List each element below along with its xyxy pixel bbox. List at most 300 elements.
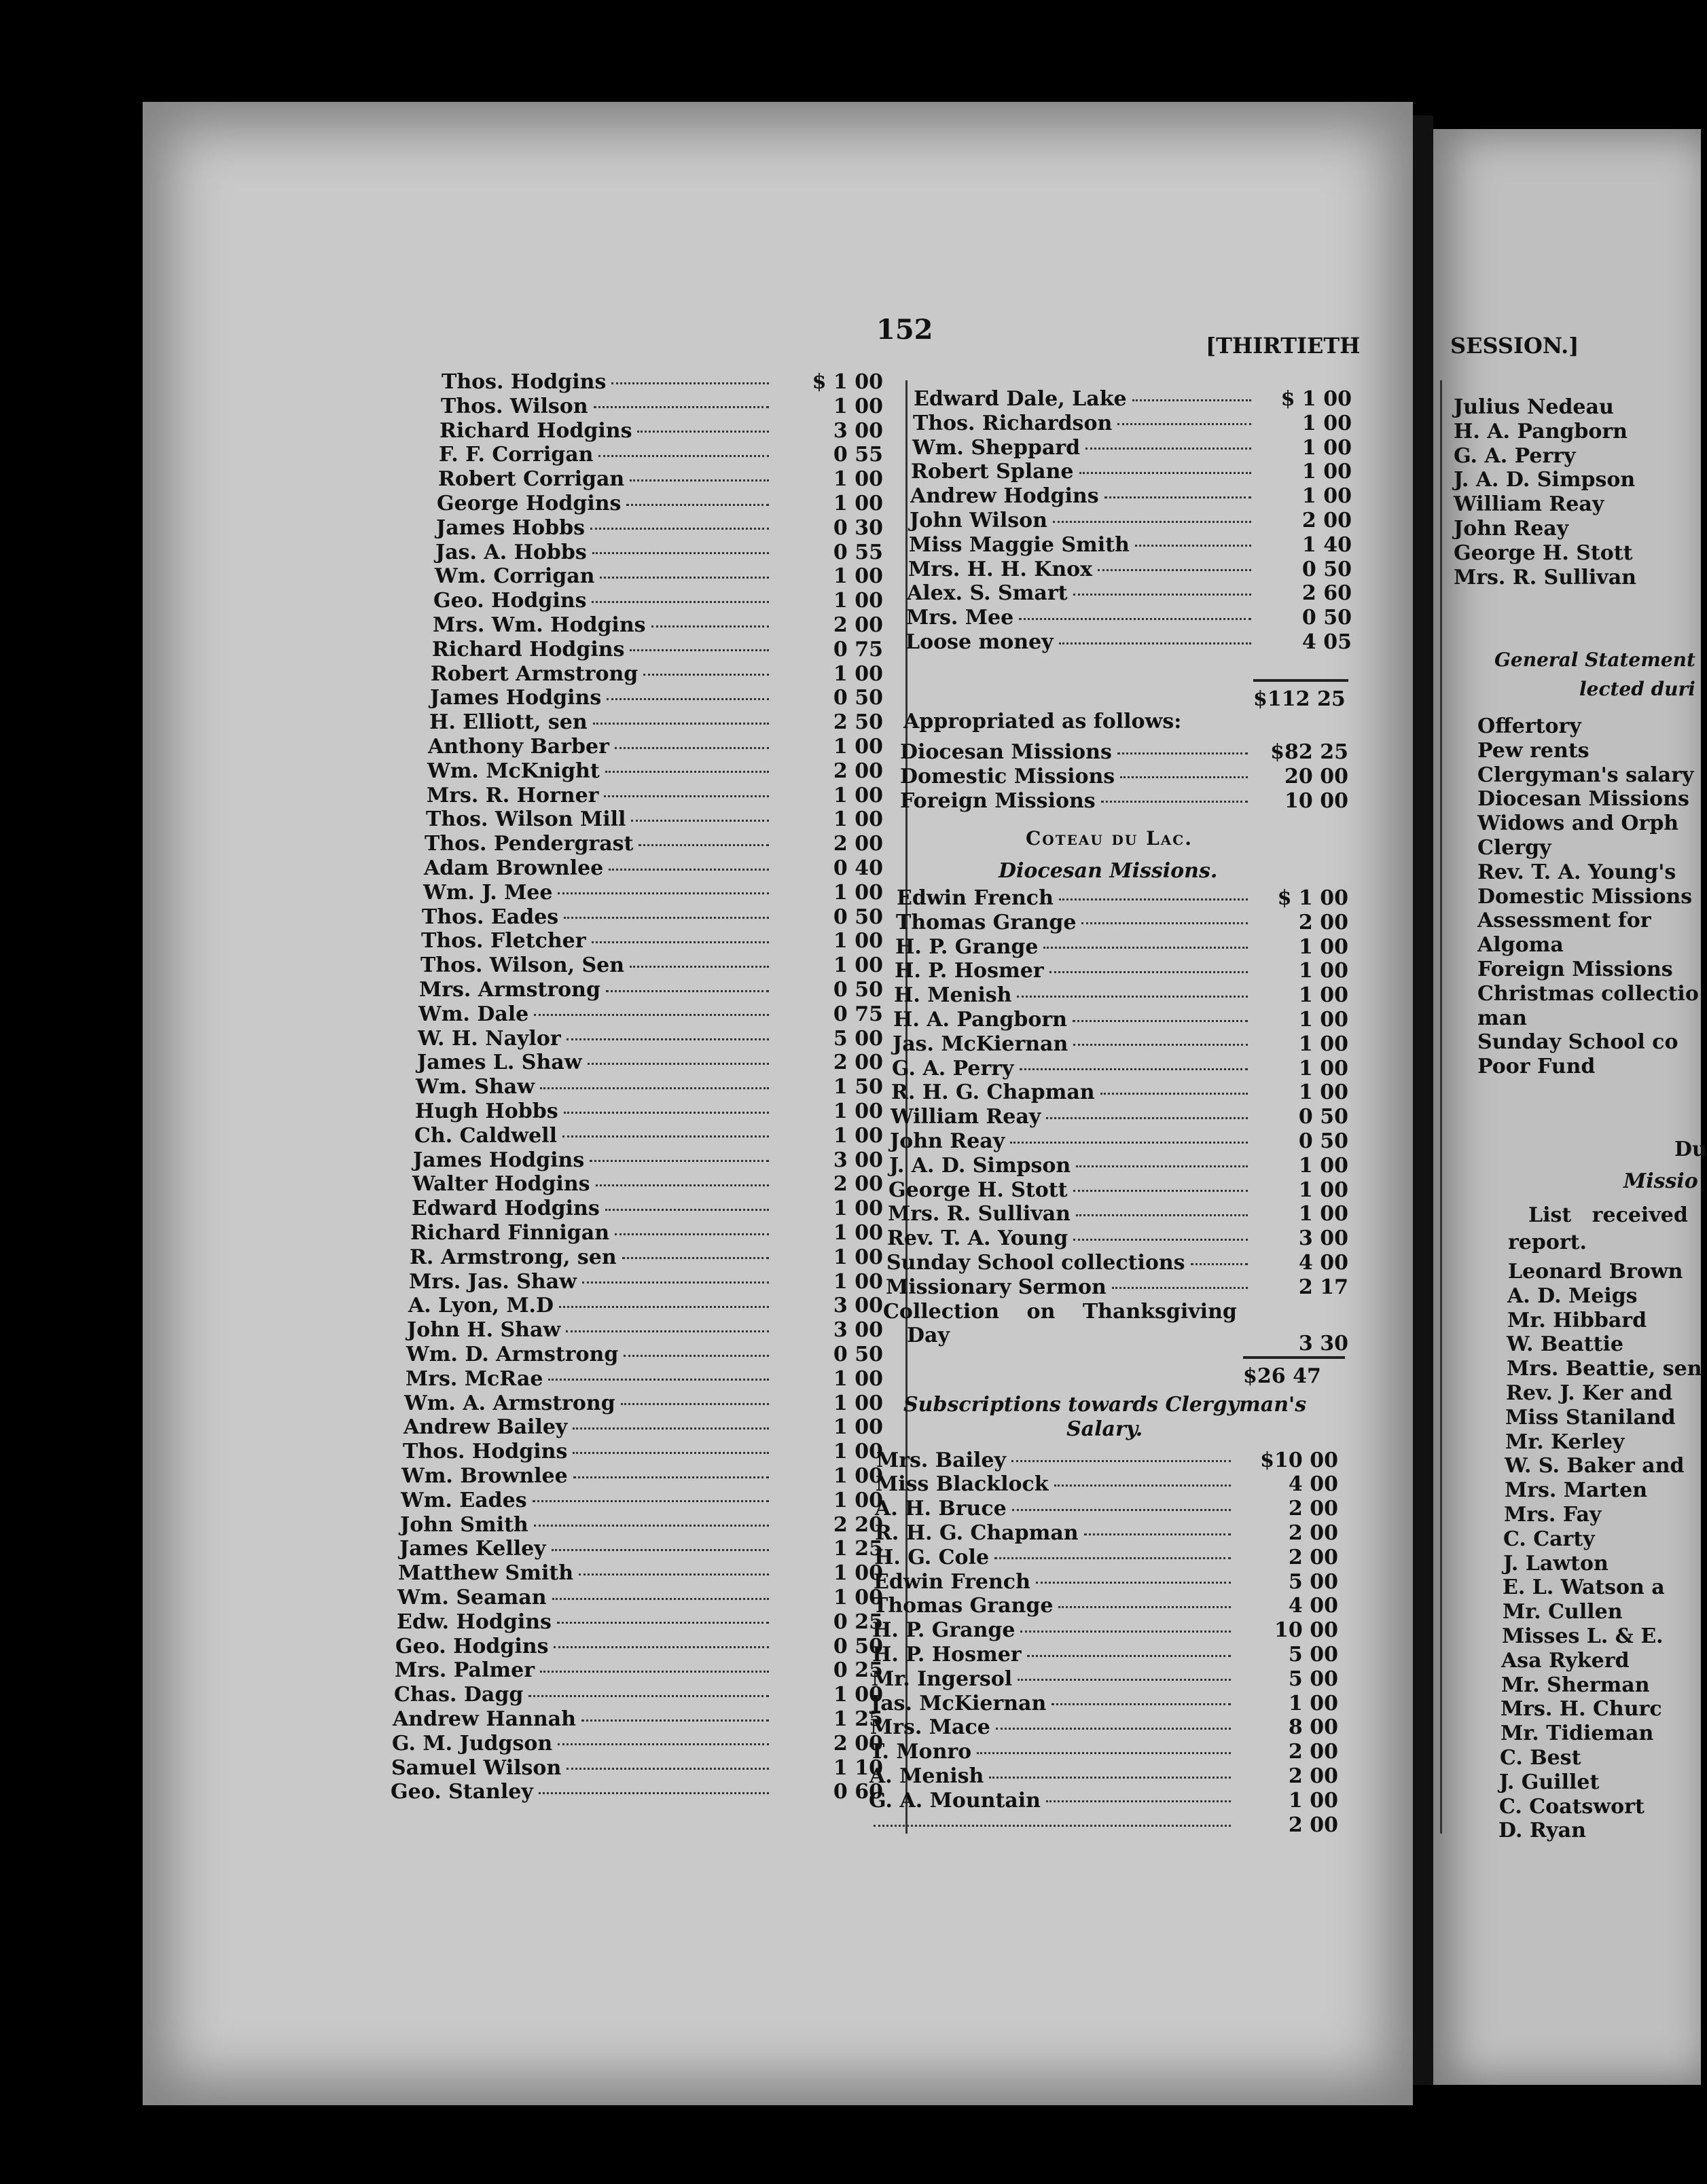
ledger-amount: 1 00 (833, 1269, 883, 1294)
right-donor-item: E. L. Watson a (1503, 1576, 1665, 1600)
dot-leader (533, 1500, 769, 1502)
dot-leader (573, 1476, 769, 1478)
dot-leader (1011, 1460, 1231, 1462)
ledger-name: Adam Brownlee (424, 856, 604, 880)
total-rule (1243, 1356, 1345, 1359)
ledger-row (416, 1075, 883, 1099)
ledger-amount: 2 00 (1288, 1740, 1338, 1764)
ledger-name: Thos. Eades (422, 905, 559, 929)
ledger-row (433, 613, 883, 638)
total-rule (1253, 679, 1348, 682)
ledger-amount: 0 50 (833, 686, 883, 710)
ledger-amount: 1 00 (833, 1221, 883, 1245)
ledger-name: G. A. Perry (892, 1056, 1014, 1080)
ledger-name: Miss Maggie Smith (909, 532, 1130, 557)
ledger-row (418, 1026, 883, 1051)
ledger-row (403, 1440, 883, 1464)
ledger-amount: 0 50 (1301, 557, 1352, 581)
ledger-amount: 2 00 (833, 759, 883, 783)
ledger-name: Robert Corrigan (438, 467, 625, 492)
dot-leader (552, 1598, 769, 1600)
ledger-row (437, 492, 883, 516)
ledger-row (895, 959, 1348, 983)
ledger-amount: 1 00 (833, 492, 883, 515)
right-statement-item: Diocesan Missions (1477, 787, 1689, 812)
ledger-row (400, 1512, 883, 1537)
dot-leader (552, 1549, 769, 1551)
ledger-name: Thos. Richardson (913, 411, 1113, 435)
ledger-name: Mrs. Mace (870, 1715, 990, 1740)
ledger-amount: 1 00 (833, 1099, 883, 1123)
ledger-row (888, 1178, 1348, 1203)
dot-leader (604, 795, 769, 797)
dot-leader (1132, 399, 1251, 401)
ledger-name: Anthony Barber (428, 735, 609, 759)
ledger-name: Robert Splane (911, 460, 1074, 484)
dot-leader (1076, 1214, 1248, 1216)
ledger-name: Thos. Hodgins (442, 370, 607, 394)
subscriptions-heading-2: Salary. (1066, 1417, 1143, 1441)
ledger-row (889, 1153, 1348, 1178)
dot-leader (1010, 1142, 1248, 1144)
right-list-item: G. A. Perry (1454, 443, 1576, 468)
ledger-name: Andrew Bailey (403, 1415, 568, 1440)
right-statement-item: Pew rents (1477, 738, 1589, 763)
ledger-row (404, 1391, 883, 1416)
dot-leader (1076, 1165, 1248, 1167)
ledger-amount: 1 00 (833, 1464, 883, 1488)
dot-leader (1020, 1631, 1231, 1633)
dot-leader (605, 771, 769, 773)
ledger-name: R. H. G. Chapman (875, 1521, 1079, 1545)
dot-leader (615, 747, 769, 749)
ledger-row (892, 1056, 1348, 1081)
ledger-name: Andrew Hannah (393, 1707, 576, 1731)
ledger-row (401, 1464, 883, 1489)
right-statement-item: Offertory (1477, 714, 1581, 738)
ledger-row (888, 1202, 1348, 1226)
ledger-name: Thos. Fletcher (421, 929, 586, 953)
ledger-row (433, 589, 883, 613)
ledger-row (420, 953, 883, 978)
ledger-amount: 0 50 (833, 1634, 883, 1658)
right-donor-item: Mrs. Marten (1505, 1478, 1647, 1503)
right-donor-item: C. Coatswort (1499, 1794, 1645, 1819)
ledger-amount: 0 50 (1301, 606, 1352, 630)
ledger-amount: 3 00 (1298, 1226, 1348, 1251)
ledger-name: Thos. Hodgins (403, 1440, 568, 1464)
subtotal-amount: $26 47 (1243, 1364, 1321, 1389)
ledger-name: James L. Shaw (417, 1051, 582, 1075)
ledger-name: Wm. Sheppard (912, 435, 1081, 460)
ledger-row (431, 661, 883, 687)
ledger-amount: 2 00 (833, 832, 883, 856)
ledger-name: Hugh Hobbs (415, 1099, 558, 1123)
ledger-name: George H. Stott (888, 1178, 1068, 1202)
ledger-name: H. P. Grange (872, 1618, 1016, 1643)
dot-leader (539, 1792, 769, 1794)
ledger-name: William Reay (891, 1105, 1041, 1129)
ledger-amount: 5 00 (1288, 1569, 1338, 1594)
ledger-name: Thos. Wilson Mill (426, 807, 626, 832)
ledger-amount: 2 20 (833, 1512, 883, 1537)
ledger-amount: 1 00 (1288, 1788, 1338, 1813)
ledger-amount: 0 55 (833, 540, 883, 564)
ledger-name: R. H. G. Chapman (891, 1080, 1095, 1105)
right-donor-item: W. S. Baker and (1505, 1454, 1685, 1478)
ledger-row (418, 1002, 883, 1027)
ledger-amount: $ 1 00 (812, 370, 883, 394)
ledger-row (426, 807, 883, 832)
dot-leader (1036, 1582, 1231, 1584)
ledger-name: George Hodgins (437, 492, 622, 515)
ledger-row (395, 1634, 883, 1659)
ledger-row (910, 509, 1352, 533)
ledger-amount: 1 00 (833, 880, 883, 905)
ledger-row (425, 832, 883, 856)
ledger-row (870, 1715, 1338, 1740)
ledger-name: Missionary Sermon (886, 1275, 1107, 1299)
ledger-amount: 10 00 (1274, 1618, 1338, 1643)
dot-leader (615, 1233, 769, 1235)
ledger-name: Thos. Pendergrast (425, 832, 634, 856)
ledger-row (868, 1813, 1338, 1838)
dot-leader (1012, 1509, 1231, 1511)
dot-leader (1052, 1703, 1231, 1705)
ledger-amount: 1 00 (833, 1440, 883, 1464)
ledger-amount: 1 00 (833, 953, 883, 978)
ledger-name: James Hodgins (430, 686, 602, 710)
ledger-amount: 0 30 (833, 515, 883, 540)
ledger-name: Wm. Dale (418, 1002, 529, 1026)
ledger-row (895, 934, 1348, 960)
ledger-amount: 1 00 (833, 589, 883, 613)
ledger-amount: 0 60 (833, 1780, 883, 1804)
dot-leader (564, 917, 769, 919)
dot-leader (1020, 1068, 1248, 1070)
ledger-amount: 1 00 (833, 661, 883, 686)
ledger-name: F. F. Corrigan (439, 443, 594, 467)
dot-leader (1059, 642, 1251, 644)
ledger-row (410, 1245, 883, 1270)
ledger-row (435, 564, 883, 589)
dot-leader (1053, 521, 1251, 523)
ledger-amount: 1 00 (833, 1586, 883, 1609)
ledger-row (905, 630, 1352, 655)
ledger-row (441, 394, 883, 419)
right-statement-item: Domestic Missions (1477, 884, 1693, 909)
ledger-amount: 4 00 (1288, 1472, 1338, 1497)
ledger-name: Mr. Ingersol (872, 1667, 1013, 1691)
dot-leader (996, 1728, 1231, 1730)
right-statement-item: Sunday School co (1477, 1030, 1678, 1055)
ledger-name: Ch. Caldwell (414, 1123, 557, 1148)
right-heading-missio: Missio (1623, 1169, 1698, 1193)
ledger-name: Jas. McKiernan (893, 1032, 1068, 1056)
dot-leader (534, 1525, 769, 1527)
dot-leader (557, 1622, 769, 1624)
right-statement-item: Foreign Missions (1477, 958, 1673, 981)
dot-leader (1100, 1093, 1248, 1095)
ledger-row (909, 532, 1352, 558)
ledger-amount: 1 00 (833, 1415, 883, 1440)
right-donor-item: Mr. Sherman (1501, 1673, 1650, 1697)
right-donor-item: Mrs. Beattie, sen (1507, 1357, 1702, 1381)
ledger-amount: 2 00 (833, 1051, 883, 1075)
ledger-name: Mrs. Bailey (876, 1448, 1006, 1472)
ledger-amount: 1 00 (1301, 411, 1352, 435)
right-donor-item: Miss Staniland (1505, 1405, 1676, 1430)
ledger-name: G. A. Mountain (869, 1788, 1041, 1813)
subscriptions-heading: Subscriptions towards Clergyman's (903, 1393, 1307, 1417)
ledger-amount: 1 00 (1298, 1080, 1348, 1105)
ledger-amount: 1 00 (833, 1366, 883, 1391)
section-title-diocesan: Diocesan Missions. (999, 859, 1218, 883)
dot-leader (562, 1135, 769, 1138)
right-statement-item: Christmas collectio (1477, 981, 1699, 1006)
ledger-amount: 2 00 (1288, 1764, 1338, 1788)
ledger-row (435, 540, 883, 565)
dot-leader (579, 1573, 769, 1576)
ledger-name: Wm. J. Mee (423, 880, 553, 905)
dot-leader (1019, 618, 1251, 620)
dot-leader (566, 1330, 769, 1332)
ledger-row (869, 1740, 1338, 1764)
ledger-amount: 1 00 (833, 564, 883, 589)
ledger-row (432, 637, 883, 662)
dot-leader (596, 1184, 769, 1186)
ledger-amount: 2 50 (833, 710, 883, 735)
ledger-name: Edwin French (874, 1569, 1030, 1594)
ledger-row (869, 1788, 1338, 1813)
right-donor-item: Mrs. Fay (1504, 1503, 1602, 1527)
ledger-row (896, 910, 1348, 935)
ledger-row (392, 1731, 883, 1756)
ledger-row (409, 1269, 883, 1294)
dot-leader (1018, 1679, 1231, 1681)
ledger-amount: 10 00 (1284, 788, 1348, 813)
right-donor-item: Asa Rykerd (1501, 1648, 1630, 1673)
dot-leader (624, 1355, 769, 1357)
right-list-item: Mrs. R. Sullivan (1454, 565, 1636, 589)
ledger-amount: 0 50 (1298, 1105, 1348, 1129)
ledger-row (900, 788, 1348, 814)
right-statement-item: Clergy (1477, 836, 1551, 860)
subtotal-amount: $112 25 (1253, 687, 1346, 711)
ledger-row (886, 1275, 1348, 1300)
dot-leader (1117, 752, 1248, 754)
ledger-name: H. Menish (894, 983, 1012, 1008)
ledger-name: Richard Finnigan (410, 1221, 610, 1245)
running-title-left: [THIRTIETH (1206, 333, 1361, 359)
ledger-row (397, 1586, 883, 1610)
ledger-amount: 0 55 (833, 443, 883, 467)
ledger-amount: 0 50 (1298, 1129, 1348, 1153)
dot-leader (1043, 947, 1248, 949)
dot-leader (1104, 496, 1251, 498)
dot-leader (564, 1112, 769, 1114)
ledger-amount: 2 00 (833, 613, 883, 637)
ledger-name: H. P. Hosmer (895, 959, 1044, 983)
dot-leader (573, 1452, 769, 1454)
right-donor-item: D. Ryan (1498, 1819, 1586, 1843)
ledger-row (422, 905, 883, 930)
appropriated-heading: Appropriated as follows: (903, 710, 1182, 733)
ledger-row (893, 1032, 1348, 1057)
ledger-row (401, 1488, 883, 1513)
ledger-name: Foreign Missions (900, 788, 1096, 813)
ledger-row (412, 1172, 883, 1197)
ledger-amount: 1 10 (833, 1755, 883, 1780)
ledger-amount: 1 00 (1298, 1032, 1348, 1056)
ledger-name: John Reay (890, 1129, 1005, 1153)
ledger-row (872, 1667, 1338, 1692)
ledger-name: Richard Hodgins (439, 418, 632, 443)
ledger-row (423, 880, 883, 905)
ledger-row (900, 764, 1348, 789)
ledger-row (415, 1099, 883, 1124)
ledger-row (421, 929, 883, 953)
ledger-amount: 1 00 (1301, 435, 1352, 460)
ledger-name: James Hobbs (436, 515, 585, 540)
dot-leader (606, 990, 769, 992)
ledger-amount: 2 17 (1298, 1275, 1348, 1299)
dot-leader (540, 1671, 769, 1673)
ledger-row (410, 1221, 883, 1245)
ledger-row (427, 783, 883, 808)
ledger-name: Geo. Hodgins (395, 1634, 549, 1658)
ledger-name: Mrs. Jas. Shaw (409, 1269, 577, 1294)
ledger-row (427, 759, 883, 784)
ledger-name: Samuel Wilson (391, 1755, 562, 1780)
right-statement-item: Widows and Orph (1477, 812, 1679, 836)
dot-leader (528, 1695, 769, 1697)
ledger-amount: 0 75 (833, 637, 883, 661)
ledger-name: Mrs. Mee (906, 606, 1014, 630)
ledger-row (397, 1609, 883, 1635)
dot-leader (622, 1257, 769, 1259)
right-list-intro-2: report. (1508, 1231, 1587, 1254)
ledger-name: Edwin French (897, 886, 1054, 910)
ledger-amount: 1 00 (833, 783, 883, 807)
ledger-name: Edward Hodgins (412, 1197, 600, 1221)
ledger-row (906, 606, 1352, 630)
dot-leader (1101, 801, 1248, 803)
ledger-name: T. Monro (869, 1740, 972, 1764)
ledger-row (872, 1618, 1338, 1643)
ledger-amount: 2 00 (1288, 1545, 1338, 1569)
dot-leader (1073, 1020, 1248, 1022)
thanksgiving-line-2: Day (907, 1324, 950, 1348)
ledger-name: H. Elliott, sen (429, 710, 588, 735)
right-list-item: John Reay (1454, 517, 1569, 541)
ledger-row (429, 710, 883, 735)
dot-leader (1073, 1190, 1248, 1192)
dot-leader (607, 698, 769, 700)
ledger-name: H. G. Cole (874, 1545, 990, 1569)
ledger-amount: 1 00 (1298, 1008, 1348, 1032)
ledger-name: Wm. D. Armstrong (406, 1343, 619, 1366)
dot-leader (554, 1646, 769, 1648)
ledger-name: Mrs. R. Horner (427, 783, 599, 807)
dot-leader (1084, 1533, 1231, 1535)
ledger-row (439, 418, 883, 443)
ledger-row (908, 557, 1352, 582)
ledger-row (887, 1226, 1348, 1251)
ledger-amount: 3 00 (833, 1318, 883, 1343)
ledger-name: Chas. Dagg (394, 1683, 524, 1707)
ledger-amount: 1 00 (833, 1197, 883, 1221)
ledger-name: Jas. McKiernan (871, 1691, 1047, 1715)
right-statement-item: Assessment for (1477, 909, 1651, 933)
ledger-name: Domestic Missions (900, 764, 1115, 788)
dot-leader (1046, 1117, 1248, 1119)
ledger-name: Wm. Eades (401, 1488, 527, 1512)
ledger-name: Wm. Brownlee (401, 1464, 568, 1488)
ledger-row (438, 467, 883, 492)
ledger-amount: 1 00 (1288, 1691, 1338, 1715)
ledger-row (407, 1318, 883, 1343)
ledger-name: Edward Dale, Lake (914, 387, 1127, 411)
ledger-name: Thomas Grange (873, 1594, 1054, 1618)
ledger-amount: 2 00 (833, 1172, 883, 1197)
dot-leader (1073, 1239, 1248, 1241)
ledger-name: Matthew Smith (398, 1561, 574, 1586)
ledger-amount: 2 60 (1301, 581, 1352, 606)
ledger-amount: 20 00 (1284, 764, 1348, 788)
ledger-amount: 0 40 (833, 856, 883, 880)
ledger-amount: 5 00 (1288, 1643, 1338, 1667)
dot-leader (588, 1063, 769, 1065)
dot-leader (989, 1777, 1231, 1779)
ledger-row (417, 1051, 883, 1075)
right-donor-item: Leonard Brown (1508, 1260, 1683, 1284)
ledger-row (893, 1008, 1348, 1032)
ledger-name: Mrs. H. H. Knox (908, 557, 1093, 581)
ledger-row (869, 1764, 1338, 1789)
dot-leader (651, 625, 769, 627)
ledger-name: J. A. D. Simpson (889, 1153, 1071, 1178)
ledger-row (413, 1148, 883, 1173)
ledger-name: W. H. Naylor (418, 1026, 561, 1051)
ledger-amount: 2 00 (1288, 1521, 1338, 1545)
dot-leader (1017, 996, 1248, 998)
ledger-amount: 1 00 (1298, 959, 1348, 983)
ledger-amount: 1 00 (833, 1245, 883, 1269)
right-donor-item: J. Guillet (1499, 1770, 1600, 1794)
dot-leader (1079, 472, 1252, 474)
ledger-amount: 1 00 (1298, 934, 1348, 959)
ledger-name: H. P. Grange (895, 934, 1039, 959)
ledger-name: Diocesan Missions (900, 740, 1112, 764)
ledger-row (871, 1691, 1338, 1716)
dot-leader (559, 1306, 769, 1308)
ledger-row (874, 1545, 1338, 1570)
right-section-title: General Statement (1494, 649, 1695, 671)
right-donor-item: C. Best (1500, 1746, 1581, 1770)
ledger-name: Alex. S. Smart (907, 581, 1068, 606)
ledger-amount: 2 00 (1288, 1497, 1338, 1521)
ledger-amount: 0 50 (833, 905, 883, 929)
page-number: 152 (876, 314, 933, 346)
ledger-amount: 1 50 (833, 1075, 883, 1099)
dot-leader (1058, 1606, 1231, 1608)
right-statement-item: man (1477, 1006, 1527, 1030)
ledger-amount: 1 00 (833, 929, 883, 953)
ledger-amount: 3 00 (833, 1148, 883, 1172)
ledger-row (876, 1472, 1338, 1497)
ledger-row (874, 1569, 1338, 1595)
